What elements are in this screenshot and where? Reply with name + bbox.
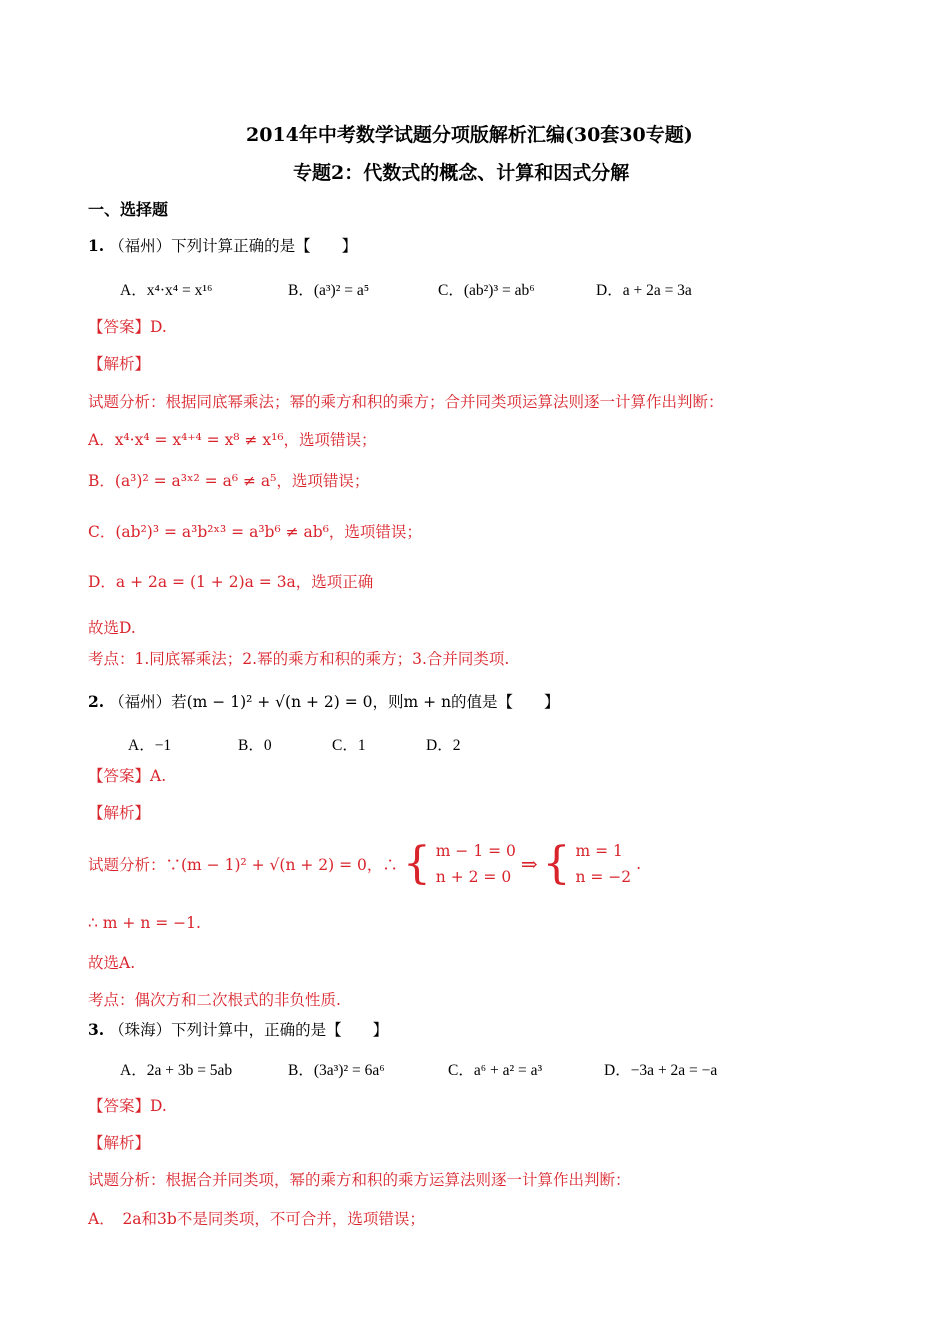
q3-answer: 【答案】D. xyxy=(88,1097,167,1115)
q1-option-d: D．a + 2a = 3a xyxy=(596,282,692,299)
q2-stem xyxy=(88,690,560,712)
q2-analysis-line: 试题分析：∵(m − 1)² + √(n + 2) = 0，∴ { m − 1 = 0 n + 2 = 0 ⇒ { m = 1 n = −2 . xyxy=(88,838,642,889)
q3-number: 3. xyxy=(88,1020,105,1039)
q1-step-d: D．a + 2a = (1 + 2)a = 3a，选项正确 xyxy=(88,573,374,591)
q3-option-b: B．(3a³)² = 6a⁶ xyxy=(288,1062,385,1079)
q1-step-a: A．x⁴·x⁴ = x⁴⁺⁴ = x⁸ ≠ x¹⁶，选项错误； xyxy=(88,431,377,449)
q1-number: 1. xyxy=(88,236,105,255)
q1-step-c: C．(ab²)³ = a³b²ˣ³ = a³b⁶ ≠ ab⁶，选项错误； xyxy=(88,523,422,541)
q2-choose: 故选A. xyxy=(88,954,136,972)
doc-title-line1: 2014年中考数学试题分项版解析汇编(30套30专题) xyxy=(246,124,693,146)
q1-answer: 【答案】D. xyxy=(88,318,167,336)
q3-text: （珠海）下列计算中，正确的是【 】 xyxy=(109,1021,389,1039)
q2-text: （福州）若(m − 1)² + √(n + 2) = 0，则m + n的值是【 】 xyxy=(109,693,560,711)
q1-option-a: A．x⁴·x⁴ = x¹⁶ xyxy=(120,282,213,299)
q2-system-2-eq1: m = 1 xyxy=(575,842,623,860)
q2-result: ∴ m + n = −1. xyxy=(88,914,201,932)
q1-choose: 故选D. xyxy=(88,619,136,637)
q2-answer: 【答案】A. xyxy=(88,767,167,785)
q1-text: （福州）下列计算正确的是【 】 xyxy=(109,237,358,255)
q1-option-c: C．(ab²)³ = ab⁶ xyxy=(438,282,535,299)
implies-arrow: ⇒ xyxy=(520,852,538,876)
q2-kaodian: 考点：偶次方和二次根式的非负性质. xyxy=(88,991,341,1009)
q3-analysis: 试题分析：根据合并同类项，幂的乘方和积的乘方运算法则逐一计算作出判断： xyxy=(88,1171,631,1189)
q2-system-1-eq1: m − 1 = 0 xyxy=(435,842,516,860)
doc-title-line2: 专题2：代数式的概念、计算和因式分解 xyxy=(293,162,630,184)
left-brace-icon: { xyxy=(402,838,431,889)
q3-option-d: D．−3a + 2a = −a xyxy=(604,1062,718,1079)
q2-system-1 xyxy=(436,838,516,890)
q2-analysis-label: 【解析】 xyxy=(88,804,151,822)
q1-stem xyxy=(88,234,357,256)
q1-kaodian: 考点：1.同底幂乘法；2.幂的乘方和积的乘方；3.合并同类项. xyxy=(88,650,510,668)
q2-option-a: A．−1 xyxy=(128,737,172,754)
q2-number: 2. xyxy=(88,692,105,711)
q3-option-a: A．2a + 3b = 5ab xyxy=(120,1062,233,1079)
q2-analysis-prefix: 试题分析：∵(m − 1)² + √(n + 2) = 0，∴ xyxy=(88,856,398,874)
q3-option-c: C．a⁶ + a² = a³ xyxy=(448,1062,543,1079)
q3-step-a: A． 2a和3b不是同类项，不可合并，选项错误； xyxy=(88,1210,425,1228)
q2-system-2-eq2: n = −2 xyxy=(575,868,632,886)
q2-system-1-eq2: n + 2 = 0 xyxy=(435,868,512,886)
q2-system-2 xyxy=(575,838,631,890)
q1-step-b: B．(a³)² = a³ˣ² = a⁶ ≠ a⁵，选项错误； xyxy=(88,472,370,490)
section-heading: 一、选择题 xyxy=(88,200,169,219)
q2-option-c: C．1 xyxy=(332,737,366,754)
left-brace-icon: { xyxy=(542,838,571,889)
q2-option-b: B．0 xyxy=(238,737,272,754)
q3-stem xyxy=(88,1018,388,1040)
q1-analysis: 试题分析：根据同底幂乘法；幂的乘方和积的乘方；合并同类项运算法则逐一计算作出判断： xyxy=(88,393,724,411)
q1-analysis-label: 【解析】 xyxy=(88,355,151,373)
q2-option-d: D．2 xyxy=(426,737,461,754)
q1-option-b: B．(a³)² = a⁵ xyxy=(288,282,370,299)
q3-analysis-label: 【解析】 xyxy=(88,1134,151,1152)
